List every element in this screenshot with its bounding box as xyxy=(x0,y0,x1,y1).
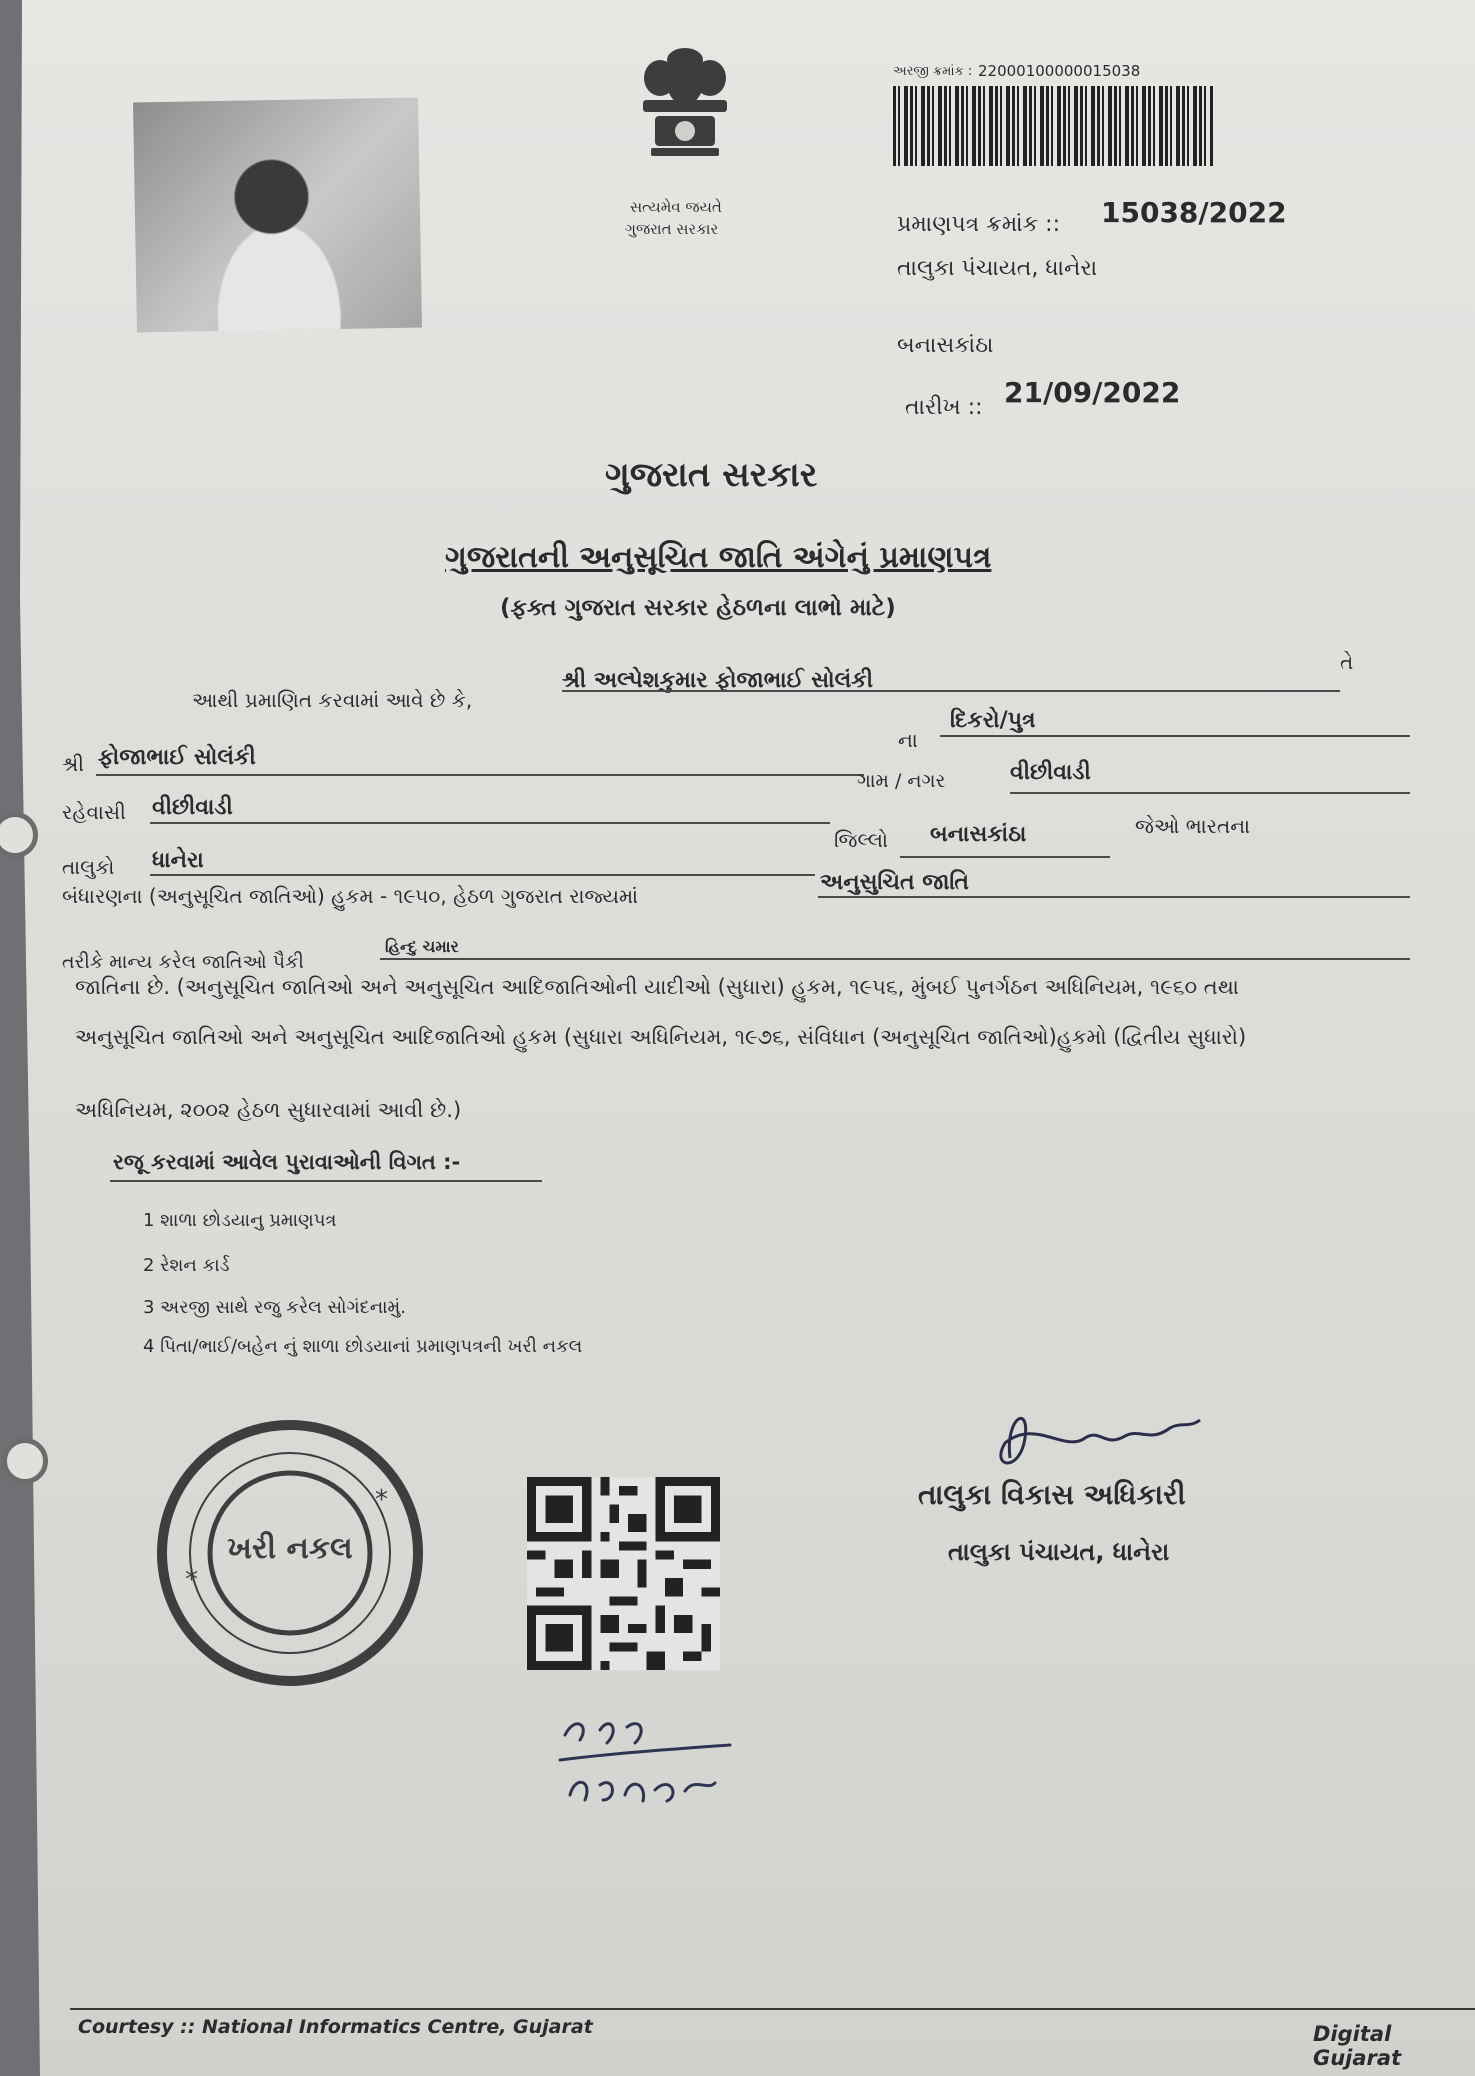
village-value: વીછીવાડી xyxy=(1010,760,1091,785)
india-text: જેઓ ભારતના xyxy=(1135,814,1251,838)
svg-text:*: * xyxy=(375,1485,388,1515)
relation-value: દિકરો/પુત્ર xyxy=(950,708,1036,733)
handwritten-note xyxy=(555,1705,735,1815)
na-label: ના xyxy=(898,728,918,752)
evidence-item: 2 રેશન કાર્ડ xyxy=(143,1255,230,1276)
resident-value: વીછીવાડી xyxy=(152,795,233,820)
underline xyxy=(940,735,1410,737)
te-text: તે xyxy=(1340,650,1354,674)
paragraph-line-2: અનુસૂચિત જાતિઓ અને અનુસૂચિત આદિજાતિઓ હુકમ (સુધારા અધિનિયમ, ૧૯૭૬, સંવિધાન (અનુસૂચિત જાતિઓ)હુકમો (દ્વિતીય સુધારો) xyxy=(75,1025,1247,1049)
office-seal-stamp xyxy=(150,1408,430,1698)
paragraph-line-1: જાતિના છે. (અનુસૂચિત જાતિઓ અને અનુસૂચિત આદિજાતિઓની યાદીઓ (સુધારા) હુકમ, ૧૯૫૬, મુંબઈ પુનર્ગઠન અધિનિયમ, ૧૯૬૦ તથા xyxy=(75,975,1239,999)
signatory-title: તાલુકા વિકાસ અધિકારી xyxy=(918,1478,1186,1511)
svg-text:*: * xyxy=(185,1565,198,1595)
evidence-item: 4 પિતા/ભાઈ/બહેન નું શાળા છોડયાનાં પ્રમાણપત્રની ખરી નકલ xyxy=(143,1336,583,1357)
certificate-subtitle: (ફક્ત ગુજરાત સરકાર હેઠળના લાભો માટે) xyxy=(500,595,896,621)
village-label: ગામ / નગર xyxy=(857,770,946,792)
taluka-value: ધાનેરા xyxy=(152,848,204,873)
underline xyxy=(150,822,830,824)
taluka-label: તાલુકો xyxy=(62,855,115,879)
shri-label: શ્રી xyxy=(62,752,85,776)
underline xyxy=(380,958,1410,960)
binder-hole xyxy=(2,1438,48,1484)
qr-code xyxy=(527,1477,720,1670)
serial-number: 22000100000015038 xyxy=(978,62,1141,80)
caste-value: હિન્દુ ચમાર xyxy=(385,937,459,956)
underline xyxy=(96,774,864,776)
govt-heading: ગુજરાત સરકાર xyxy=(605,455,818,495)
state-emblem-icon xyxy=(615,38,755,188)
applicant-name: શ્રી અલ્પેશકુમાર ફોજાભાઈ સોલંકી xyxy=(562,668,874,693)
constitution-text: બંધારણના (અનુસૂચિત જાતિઓ) હુકમ - ૧૯૫૦, હેઠળ ગુજરાત રાજ્યમાં xyxy=(62,884,638,908)
evidence-heading: રજૂ કરવામાં આવેલ પુરાવાઓની વિગત :- xyxy=(113,1150,461,1174)
certificate-number: 15038/2022 xyxy=(1101,196,1287,229)
evidence-item: 1 શાળા છોડયાનુ પ્રમાણપત્ર xyxy=(143,1210,337,1231)
underline xyxy=(900,856,1110,858)
underline xyxy=(1010,792,1410,794)
evidence-item: 3 અરજી સાથે રજુ કરેલ સોગંદનામું. xyxy=(143,1297,406,1318)
intro-text: આથી પ્રમાણિત કરવામાં આવે છે કે, xyxy=(192,688,473,712)
resident-label: રહેવાસી xyxy=(62,800,126,824)
barcode xyxy=(893,86,1213,166)
underline xyxy=(562,690,1340,692)
underline xyxy=(150,874,815,876)
officer-signature xyxy=(975,1398,1215,1478)
signatory-office: તાલુકા પંચાયત, ધાનેરા xyxy=(948,1538,1170,1566)
district-value: બનાસકાંઠા xyxy=(930,822,1027,847)
recognised-text: તરીકે માન્ય કરેલ જાતિઓ પૈકી xyxy=(62,951,304,973)
svg-text:ખરી નકલ: ખરી નકલ xyxy=(227,1531,353,1566)
paragraph-line-3: અધિનિયમ, ૨૦૦૨ હેઠળ સુધારવામાં આવી છે.) xyxy=(75,1098,462,1122)
office-line-2: બનાસકાંઠા xyxy=(897,333,994,358)
footer-credit: Courtesy :: National Informatics Centre, Gujarat xyxy=(78,2016,593,2038)
certificate-title: ગુજરાતની અનુસૂચિત જાતિ અંગેનું પ્રમાણપત્ર xyxy=(445,540,992,575)
date-label: તારીખ :: xyxy=(905,395,983,420)
footer-divider xyxy=(70,2008,1475,2010)
serial-label: અરજી ક્રમાંક : xyxy=(893,64,973,79)
category-value: અનુસુચિત જાતિ xyxy=(820,870,969,895)
father-name: ફોજાભાઈ સોલંકી xyxy=(98,745,256,770)
district-label: જિલ્લો xyxy=(834,828,888,852)
issue-date: 21/09/2022 xyxy=(1004,376,1181,409)
underline xyxy=(110,1180,542,1182)
emblem-caption: સત્યમેવ જયતે xyxy=(630,198,722,216)
office-line-1: તાલુકા પંચાયત, ધાનેરા xyxy=(897,256,1098,281)
footer-brand: Digital Gujarat xyxy=(1313,2022,1402,2070)
emblem-caption-govt: ગુજરાત સરકાર xyxy=(625,220,719,238)
applicant-photo xyxy=(133,98,422,333)
certificate-no-label: પ્રમાણપત્ર ક્રમાંક :: xyxy=(897,212,1060,237)
underline xyxy=(818,896,1410,898)
